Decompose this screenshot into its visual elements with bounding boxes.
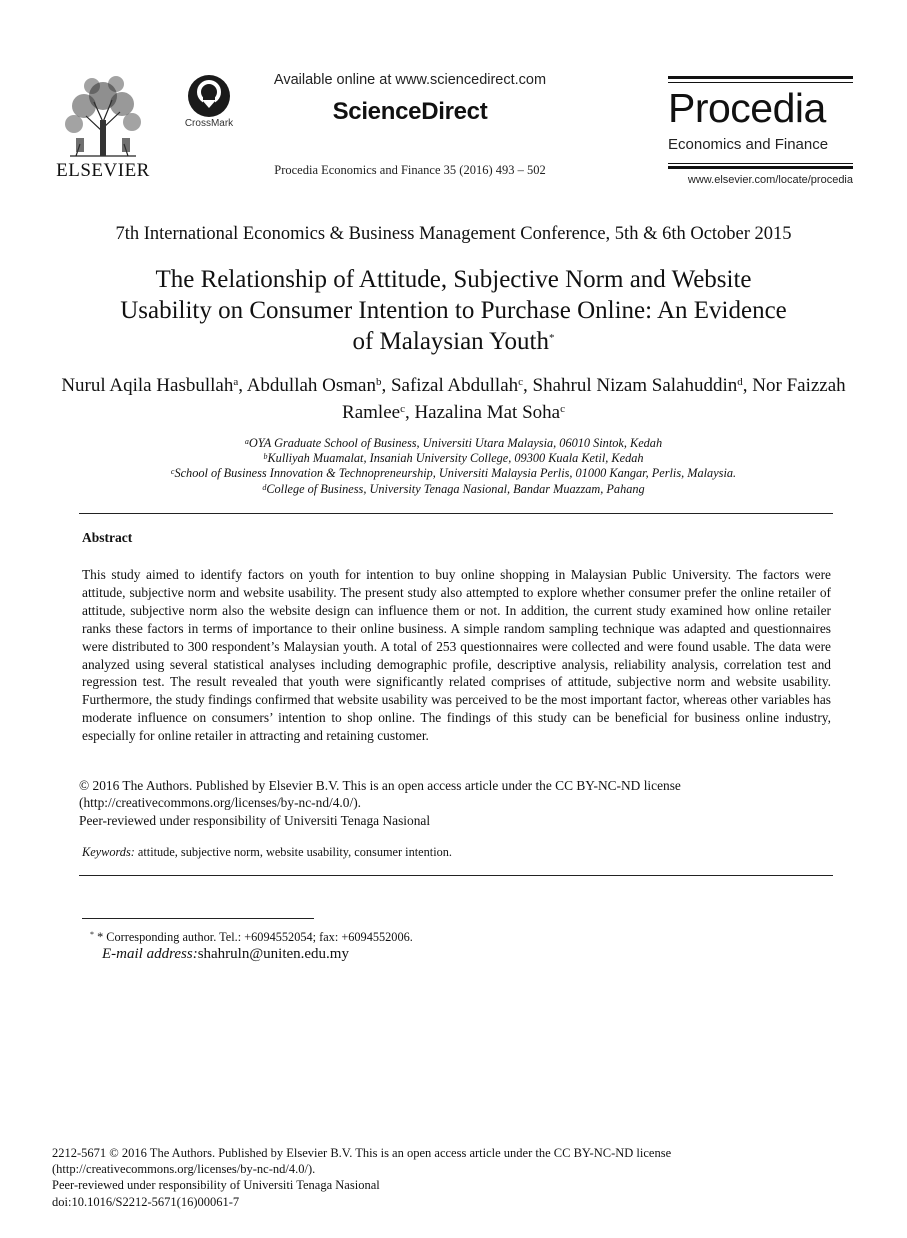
paper-title xyxy=(70,264,837,357)
title-line: The Relationship of Attitude, Subjective Norm and Website xyxy=(155,266,752,293)
bottom-license-link[interactable]: (http://creativecommons.org/licenses/by-nc-nd/4.0/). xyxy=(52,1162,316,1177)
affiliation-mark: d xyxy=(737,376,743,388)
affiliation-line: $^a$OYA Graduate School of Business, Universiti Utara Malaysia, 06010 Sintok, Kedah xyxy=(244,436,663,450)
affiliation-line: $^d$College of Business, University Tenaga Nasional, Bandar Muazzam, Pahang xyxy=(262,481,645,496)
procedia-subtitle: Economics and Finance xyxy=(668,136,829,153)
elsevier-logo xyxy=(52,72,154,180)
corresponding-author-note: * * Corresponding author. Tel.: +6094552054; fax: +6094552006. xyxy=(90,930,413,944)
bottom-publication-info xyxy=(52,1145,852,1210)
email-label: E-mail address: xyxy=(102,946,198,962)
title-line-last: of Malaysian Youth* xyxy=(352,328,555,355)
peer-review-line: Peer-reviewed under responsibility of Universiti Tenaga Nasional xyxy=(79,812,431,828)
affiliation-line: $^c$School of Business Innovation & Technopreneurship, Universiti Malaysia Perlis, 01000 Kangar, Perlis, Malaysia. xyxy=(170,466,737,481)
author-list xyxy=(60,372,847,426)
keywords xyxy=(82,845,831,860)
procedia-url[interactable]: www.elsevier.com/locate/procedia xyxy=(687,174,853,186)
keywords-label: Keywords: xyxy=(82,845,135,859)
keywords-bottom-rule xyxy=(79,875,833,876)
journal-reference: Procedia Economics and Finance 35 (2016) 493 – 502 xyxy=(274,163,546,177)
email-address[interactable]: shahruln@uniten.edu.my xyxy=(197,946,349,962)
conference-line: 7th International Economics & Business Management Conference, 5th & 6th October 2015 xyxy=(115,224,792,244)
doi-line[interactable]: doi:10.1016/S2212-5671(16)00061-7 xyxy=(52,1194,240,1209)
author-name: Hazalina Mat Soha$^c$ xyxy=(414,402,565,423)
affiliation-list xyxy=(60,436,847,497)
procedia-journal-logo xyxy=(668,76,853,194)
footnote-rule xyxy=(82,918,314,919)
procedia-bottom-bar xyxy=(668,166,853,169)
bottom-peer-review-line: Peer-reviewed under responsibility of Universiti Tenaga Nasional xyxy=(52,1178,380,1193)
crossmark-badge[interactable] xyxy=(178,74,240,134)
abstract-heading: Abstract xyxy=(82,530,133,545)
affiliation-line: $^b$Kulliyah Muamalat, Insaniah University College, 09300 Kuala Ketil, Kedah xyxy=(263,451,644,466)
title-line: Usability on Consumer Intention to Purchase Online: An Evidence xyxy=(120,297,787,324)
license-notice xyxy=(79,777,839,829)
affiliation-mark: a xyxy=(233,376,239,388)
elsevier-tree-icon xyxy=(56,72,150,158)
affiliation-mark: c xyxy=(560,403,565,415)
sciencedirect-logo[interactable]: ScienceDirect xyxy=(332,98,488,125)
issn-license-line: 2212-5671 © 2016 The Authors. Published by Elsevier B.V. This is an open access article under the CC BY-NC-ND license xyxy=(52,1146,672,1160)
keywords-text: attitude, subjective norm, website usability, consumer intention. xyxy=(134,845,452,859)
affiliation-mark: c xyxy=(518,376,524,388)
affiliation-mark: c xyxy=(400,403,405,415)
available-online-text: Available online at www.sciencedirect.com xyxy=(273,72,547,88)
author-name: Shahrul Nizam Salahuddin$^d$, xyxy=(532,375,753,396)
affiliation-mark: b xyxy=(375,376,382,388)
author-name: Safizal Abdullah$^c$, xyxy=(390,375,533,396)
procedia-top-rule xyxy=(668,82,853,83)
author-name: Nurul Aqila Hasbullah$^a$, xyxy=(61,375,247,396)
procedia-mid-rule xyxy=(668,163,853,164)
footnote-mark: * xyxy=(90,930,94,939)
elsevier-wordmark: ELSEVIER xyxy=(56,160,150,181)
author-name: Nor Faizzah Ramlee$^c$, xyxy=(342,375,846,423)
license-link[interactable]: (http://creativecommons.org/licenses/by-nc-nd/4.0/). xyxy=(79,795,362,811)
procedia-wordmark: Procedia xyxy=(668,85,826,131)
abstract-body: This study aimed to identify factors on youth for intention to buy online shopping in Malaysian Public University. The factors were attitude, subjective norm and website usability. The present study also attempted to explore whether consumer prefer the online retailer of attitude, subjective norm also the website design can influence them or not. In addition, the current study examined how online retailer ranks these factors in terms of importance to their online business. A simple random sampling technique was adapted and questionnaires were distributed to 300 respondent’s Malaysian youth. A total of 253 questionnaires were collected and were found usable. The data were analyzed using several statistical analyses including demographic profile, descriptive analysis, reliability analysis, correlation test and regression test. The result revealed that youth were significantly related comprises of attitude, subjective norm and website usability. Furthermore, the study findings confirmed that website usability was perceived to be the most important factor, whereas other variables has moderate influence on consumers’ intention to shop online. The findings of this study can be beneficial for business online industry, especially for online retailer in attracting and retaining customer. xyxy=(82,567,831,744)
crossmark-label: CrossMark xyxy=(184,118,234,129)
crossmark-icon xyxy=(187,74,231,118)
procedia-top-bar xyxy=(668,76,853,79)
email-line xyxy=(102,946,349,963)
title-footnote-mark[interactable]: * xyxy=(549,332,555,344)
license-line: © 2016 The Authors. Published by Elsevier B.V. This is an open access article under the CC BY-NC-ND license xyxy=(79,778,681,793)
abstract-top-rule xyxy=(79,513,833,514)
author-name: Abdullah Osman$^b$, xyxy=(246,375,391,396)
